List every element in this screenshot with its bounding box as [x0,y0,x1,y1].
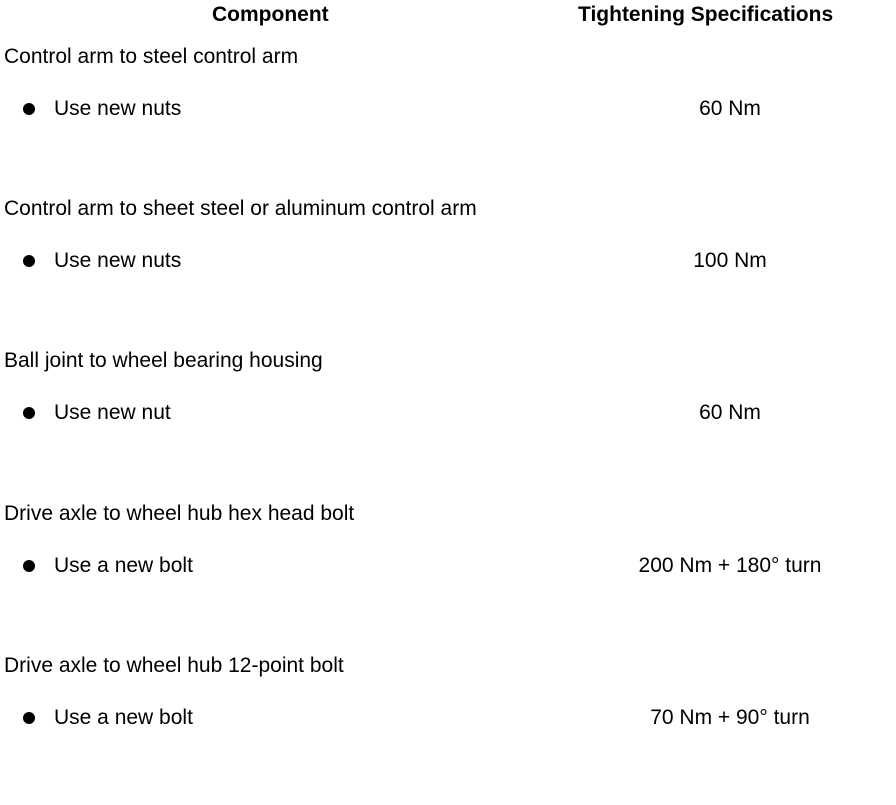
component-name: Drive axle to wheel hub hex head bolt [4,502,355,525]
tightening-spec-value: 60 Nm [699,97,761,120]
component-name: Drive axle to wheel hub 12-point bolt [4,654,344,677]
table-row [0,501,896,653]
tightening-spec-value: 70 Nm + 90° turn [650,706,810,729]
table-row [0,348,896,500]
table-row [0,653,896,805]
bullet-icon [23,712,35,724]
component-note: Use a new bolt [54,554,193,577]
table-row [0,196,896,348]
component-name: Control arm to sheet steel or aluminum control arm [4,197,477,220]
component-note: Use new nut [54,401,171,424]
bullet-icon [23,560,35,572]
component-name: Ball joint to wheel bearing housing [4,349,323,372]
tightening-spec-value: 60 Nm [699,401,761,424]
tightening-spec-value: 200 Nm + 180° turn [638,554,822,577]
bullet-icon [23,103,35,115]
table-row [0,44,896,196]
bullet-icon [23,255,35,267]
component-note: Use new nuts [54,249,182,272]
bullet-icon [23,407,35,419]
column-header-component: Component [212,3,329,26]
component-name: Control arm to steel control arm [4,45,299,68]
component-note: Use new nuts [54,97,182,120]
column-header-tightening-specifications: Tightening Specifications [578,3,834,26]
tightening-spec-value: 100 Nm [693,249,767,272]
component-note: Use a new bolt [54,706,193,729]
